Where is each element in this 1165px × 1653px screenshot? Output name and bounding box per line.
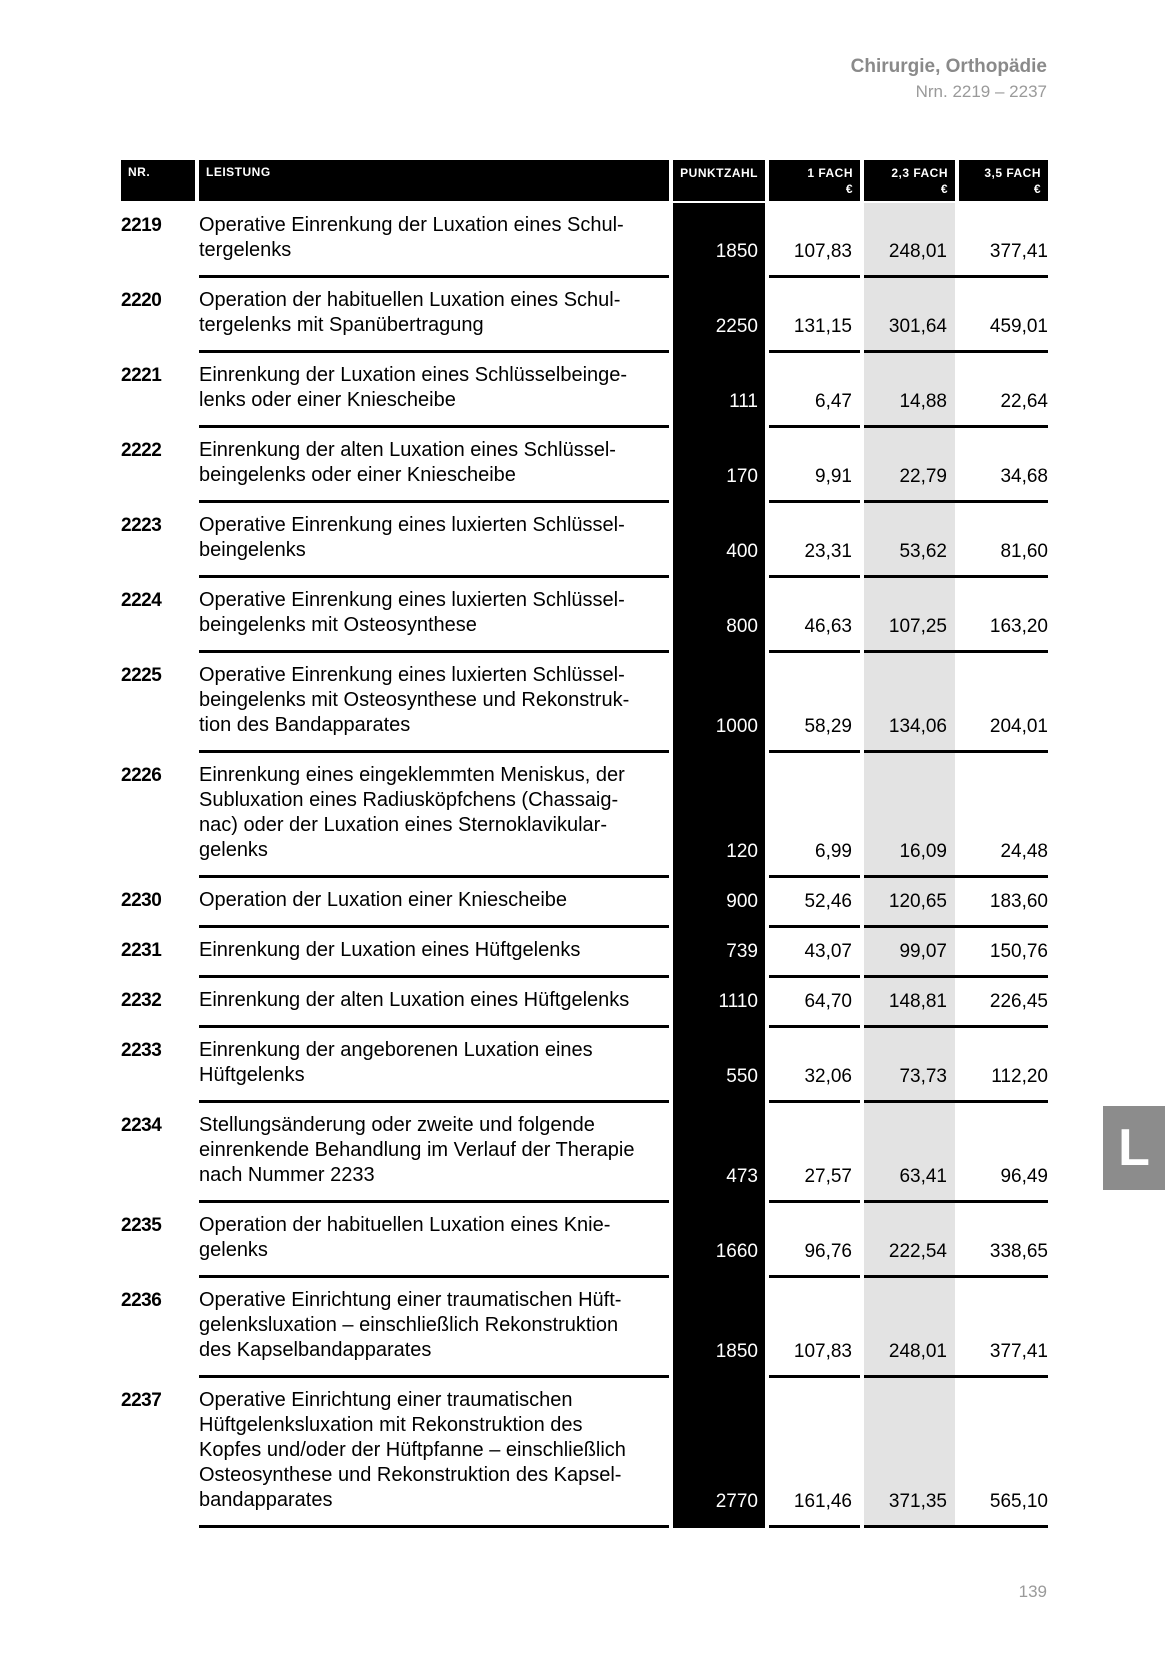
column-header-nr: NR. [121,160,195,201]
fee-1fach-cell [769,353,860,428]
row-description [199,278,669,353]
description-line: Operative Einrichtung einer traumatischen Hüft- [199,1289,622,1311]
table-header [121,160,1048,201]
description-line: nac) oder der Luxation eines Sternoklavikular- [199,814,607,836]
fee-3-5fach: 377,41 [989,1341,1048,1362]
table-row [121,578,1048,653]
description-line: Einrenkung eines eingeklemmten Meniskus, der [199,764,625,786]
fee-1fach: 27,57 [804,1166,852,1187]
description-line: des Kapselbandapparates [199,1339,432,1361]
fee-3-5fach-cell [955,503,1048,578]
fee-2-3fach: 53,62 [899,541,947,562]
description-line: Einrenkung der alten Luxation eines Schlüssel- [199,439,616,461]
row-description [199,1103,669,1203]
fee-1fach-cell [769,1028,860,1103]
description-line: Operation der habituellen Luxation eines Knie- [199,1214,611,1236]
description-line: Operative Einrenkung eines luxierten Schlüssel- [199,514,625,536]
row-number: 2222 [121,440,162,461]
fee-2-3fach: 248,01 [888,1341,947,1362]
row-description [199,878,669,928]
description-line: Einrenkung der angeborenen Luxation eines [199,1039,593,1061]
punktzahl-value: 111 [729,391,758,412]
row-description [199,203,669,278]
table-row [121,1378,1048,1528]
row-description [199,353,669,428]
table-row [121,1278,1048,1378]
description-line: tergelenks [199,239,292,261]
row-number: 2226 [121,765,162,786]
2-3fach-label: 2,3 FACH [891,166,948,180]
fee-2-3fach: 107,25 [888,616,947,637]
fee-3-5fach-cell [955,203,1048,278]
punktzahl-value: 1660 [715,1241,758,1262]
fee-2-3fach: 63,41 [899,1166,947,1187]
fee-2-3fach: 222,54 [888,1241,947,1262]
fee-2-3fach: 301,64 [888,316,947,337]
fee-1fach: 161,46 [793,1491,852,1512]
fee-2-3fach-cell [864,928,955,978]
punktzahl-value-cell [673,878,765,928]
fee-1fach-cell [769,503,860,578]
description-line: beingelenks mit Osteosynthese [199,614,477,636]
punktzahl-value-cell [673,1378,765,1528]
fee-2-3fach: 99,07 [899,941,947,962]
section-tab: L [1103,1106,1165,1190]
description-line: Operative Einrenkung eines luxierten Schlüssel- [199,589,625,611]
fee-1fach: 6,99 [815,841,852,862]
punktzahl-value: 800 [726,616,758,637]
description-line: Einrenkung der Luxation eines Schlüsselbeinge- [199,364,628,386]
row-number: 2234 [121,1115,162,1136]
fee-1fach: 96,76 [804,1241,852,1262]
fee-2-3fach-cell [864,978,955,1028]
fee-1fach: 23,31 [804,541,852,562]
fee-2-3fach: 248,01 [888,241,947,262]
fee-2-3fach-cell [864,1278,955,1378]
fee-1fach: 107,83 [793,241,852,262]
page-number: 139 [1018,1582,1047,1601]
punktzahl-value-cell [673,278,765,353]
chapter-title: Chirurgie, Orthopädie [850,56,1047,77]
fee-1fach-cell [769,653,860,753]
fee-2-3fach-cell [864,1028,955,1103]
table-row [121,878,1048,928]
fee-1fach-cell [769,978,860,1028]
table-row [121,428,1048,503]
row-description [199,1378,669,1528]
fee-3-5fach-cell [955,278,1048,353]
fee-1fach-cell [769,1378,860,1528]
description-line: Einrenkung der alten Luxation eines Hüftgelenks [199,989,630,1011]
row-description [199,928,669,978]
punktzahl-value-cell [673,1203,765,1278]
fee-2-3fach: 73,73 [899,1066,947,1087]
fee-3-5fach: 183,60 [989,891,1048,912]
fee-3-5fach: 96,49 [1000,1166,1048,1187]
column-header-2-3fach [864,160,955,201]
fee-3-5fach-cell [955,928,1048,978]
fee-3-5fach: 24,48 [1000,841,1048,862]
fee-2-3fach-cell [864,428,955,503]
row-description [199,1203,669,1278]
running-head [851,54,1047,104]
fee-table [121,160,1048,1528]
description-line: Hüftgelenks [199,1064,305,1086]
description-line: beingelenks [199,539,306,561]
table-body [121,203,1048,1528]
fee-3-5fach: 150,76 [989,941,1048,962]
fee-3-5fach-cell [955,1103,1048,1203]
fee-3-5fach: 565,10 [989,1491,1048,1512]
description-line: lenks oder einer Kniescheibe [199,389,456,411]
punktzahl-value-cell [673,578,765,653]
fee-1fach-cell [769,1103,860,1203]
fee-3-5fach: 163,20 [989,616,1048,637]
description-line: Operative Einrichtung einer traumatischen [199,1389,573,1411]
description-line: tion des Bandapparates [199,714,411,736]
fee-3-5fach-cell [955,353,1048,428]
column-header-3-5fach [959,160,1048,201]
punktzahl-value: 1000 [715,716,758,737]
description-line: Osteosynthese und Rekonstruktion des Kapsel- [199,1464,622,1486]
3-5fach-currency: € [1033,182,1041,196]
fee-3-5fach-cell [955,653,1048,753]
fee-1fach-cell [769,1203,860,1278]
table-row [121,203,1048,278]
fee-1fach-cell [769,278,860,353]
description-line: beingelenks oder einer Kniescheibe [199,464,516,486]
description-line: einrenkende Behandlung im Verlauf der Therapie [199,1139,635,1161]
table-row [121,753,1048,878]
punktzahl-value: 473 [726,1166,758,1187]
fee-2-3fach-cell [864,653,955,753]
row-number: 2221 [121,365,162,386]
punktzahl-value-cell [673,428,765,503]
table-row [121,1103,1048,1203]
fee-2-3fach-cell [864,878,955,928]
row-number: 2231 [121,940,162,961]
fee-1fach-cell [769,1278,860,1378]
punktzahl-value: 1850 [715,1341,758,1362]
fee-1fach: 43,07 [804,941,852,962]
punktzahl-value-cell [673,203,765,278]
punktzahl-value-cell [673,928,765,978]
row-description [199,428,669,503]
fee-1fach-cell [769,928,860,978]
description-line: Hüftgelenksluxation mit Rekonstruktion des [199,1414,583,1436]
fee-2-3fach-cell [864,503,955,578]
description-line: Subluxation eines Radiusköpfchens (Chassaig- [199,789,619,811]
fee-3-5fach: 226,45 [989,991,1048,1012]
row-number: 2236 [121,1290,162,1311]
row-number: 2233 [121,1040,162,1061]
2-3fach-currency: € [940,182,948,196]
number-range: Nrn. 2219 – 2237 [915,82,1047,101]
punktzahl-value-cell [673,1103,765,1203]
fee-2-3fach-cell [864,1103,955,1203]
punktzahl-value-cell [673,503,765,578]
description-line: nach Nummer 2233 [199,1164,375,1186]
description-line: gelenksluxation – einschließlich Rekonstruktion [199,1314,619,1336]
punktzahl-value: 900 [726,891,758,912]
row-number: 2230 [121,890,162,911]
table-row [121,278,1048,353]
row-number: 2225 [121,665,162,686]
fee-1fach-cell [769,578,860,653]
fee-2-3fach-cell [864,1203,955,1278]
fee-2-3fach: 134,06 [888,716,947,737]
row-number: 2220 [121,290,162,311]
fee-2-3fach-cell [864,353,955,428]
fee-3-5fach: 22,64 [1000,391,1048,412]
row-description [199,978,669,1028]
1fach-label: 1 FACH [807,166,853,180]
fee-3-5fach: 204,01 [989,716,1048,737]
punktzahl-value-cell [673,1278,765,1378]
row-number: 2232 [121,990,162,1011]
punktzahl-label: PUNKTZAHL [680,166,758,180]
row-number: 2235 [121,1215,162,1236]
fee-2-3fach-cell [864,753,955,878]
description-line: gelenks [199,839,268,861]
description-line: gelenks [199,1239,268,1261]
fee-3-5fach: 459,01 [989,316,1048,337]
fee-3-5fach: 81,60 [1000,541,1048,562]
table-row [121,353,1048,428]
fee-1fach: 46,63 [804,616,852,637]
fee-2-3fach: 148,81 [888,991,947,1012]
fee-2-3fach-cell [864,578,955,653]
fee-3-5fach-cell [955,1378,1048,1528]
table-row [121,978,1048,1028]
fee-1fach: 64,70 [804,991,852,1012]
description-line: tergelenks mit Spanübertragung [199,314,484,336]
fee-3-5fach-cell [955,1203,1048,1278]
fee-2-3fach: 120,65 [888,891,947,912]
fee-3-5fach: 338,65 [989,1241,1048,1262]
description-line: Operative Einrenkung der Luxation eines Schul- [199,214,624,236]
fee-2-3fach-cell [864,278,955,353]
fee-1fach-cell [769,428,860,503]
fee-2-3fach: 14,88 [899,391,947,412]
fee-3-5fach-cell [955,578,1048,653]
punktzahl-value-cell [673,353,765,428]
row-description [199,503,669,578]
row-description [199,753,669,878]
punktzahl-value: 739 [726,941,758,962]
column-header-leistung: LEISTUNG [199,160,669,201]
fee-1fach: 58,29 [804,716,852,737]
punktzahl-value: 120 [726,841,758,862]
punktzahl-value: 400 [726,541,758,562]
table-row [121,653,1048,753]
description-line: Operation der Luxation einer Kniescheibe [199,889,568,911]
punktzahl-value: 550 [726,1066,758,1087]
punktzahl-value: 2250 [715,316,758,337]
punktzahl-value: 1850 [715,241,758,262]
fee-2-3fach: 22,79 [899,466,947,487]
fee-2-3fach-cell [864,1378,955,1528]
description-line: Operation der habituellen Luxation eines Schul- [199,289,621,311]
description-line: Kopfes und/oder der Hüftpfanne – einschließlich [199,1439,626,1461]
row-number: 2237 [121,1390,162,1411]
description-line: Einrenkung der Luxation eines Hüftgelenks [199,939,581,961]
fee-2-3fach: 371,35 [888,1491,947,1512]
fee-2-3fach: 16,09 [899,841,947,862]
row-number: 2219 [121,215,162,236]
fee-3-5fach-cell [955,1028,1048,1103]
fee-1fach: 52,46 [804,891,852,912]
column-header-punktzahl [673,160,765,201]
table-row [121,1028,1048,1103]
row-description [199,653,669,753]
punktzahl-value-cell [673,653,765,753]
fee-1fach-cell [769,203,860,278]
description-line: Stellungsänderung oder zweite und folgende [199,1114,595,1136]
row-description [199,1278,669,1378]
fee-3-5fach: 112,20 [991,1066,1048,1087]
punktzahl-value-cell [673,1028,765,1103]
fee-1fach: 107,83 [793,1341,852,1362]
fee-3-5fach: 34,68 [1000,466,1048,487]
row-description [199,1028,669,1103]
table-row [121,928,1048,978]
fee-3-5fach-cell [955,753,1048,878]
table-row [121,1203,1048,1278]
fee-1fach: 131,15 [793,316,852,337]
fee-2-3fach-cell [864,203,955,278]
punktzahl-value-cell [673,753,765,878]
punktzahl-value: 2770 [715,1491,758,1512]
punktzahl-value-cell [673,978,765,1028]
description-line: Operative Einrenkung eines luxierten Schlüssel- [199,664,625,686]
description-line: beingelenks mit Osteosynthese und Rekonstruk- [199,689,630,711]
fee-1fach: 9,91 [815,466,852,487]
fee-3-5fach-cell [955,1278,1048,1378]
description-line: bandapparates [199,1489,333,1511]
row-number: 2224 [121,590,162,611]
fee-3-5fach-cell [955,878,1048,928]
fee-1fach-cell [769,878,860,928]
table-row [121,503,1048,578]
fee-1fach: 32,06 [804,1066,852,1087]
row-number: 2223 [121,515,162,536]
fee-3-5fach-cell [955,428,1048,503]
fee-3-5fach: 377,41 [989,241,1048,262]
3-5fach-label: 3,5 FACH [984,166,1041,180]
fee-3-5fach-cell [955,978,1048,1028]
column-header-1fach [769,160,860,201]
punktzahl-value: 170 [726,466,758,487]
1fach-currency: € [845,182,853,196]
fee-1fach-cell [769,753,860,878]
row-description [199,578,669,653]
punktzahl-value: 1110 [718,991,758,1012]
fee-1fach: 6,47 [815,391,852,412]
